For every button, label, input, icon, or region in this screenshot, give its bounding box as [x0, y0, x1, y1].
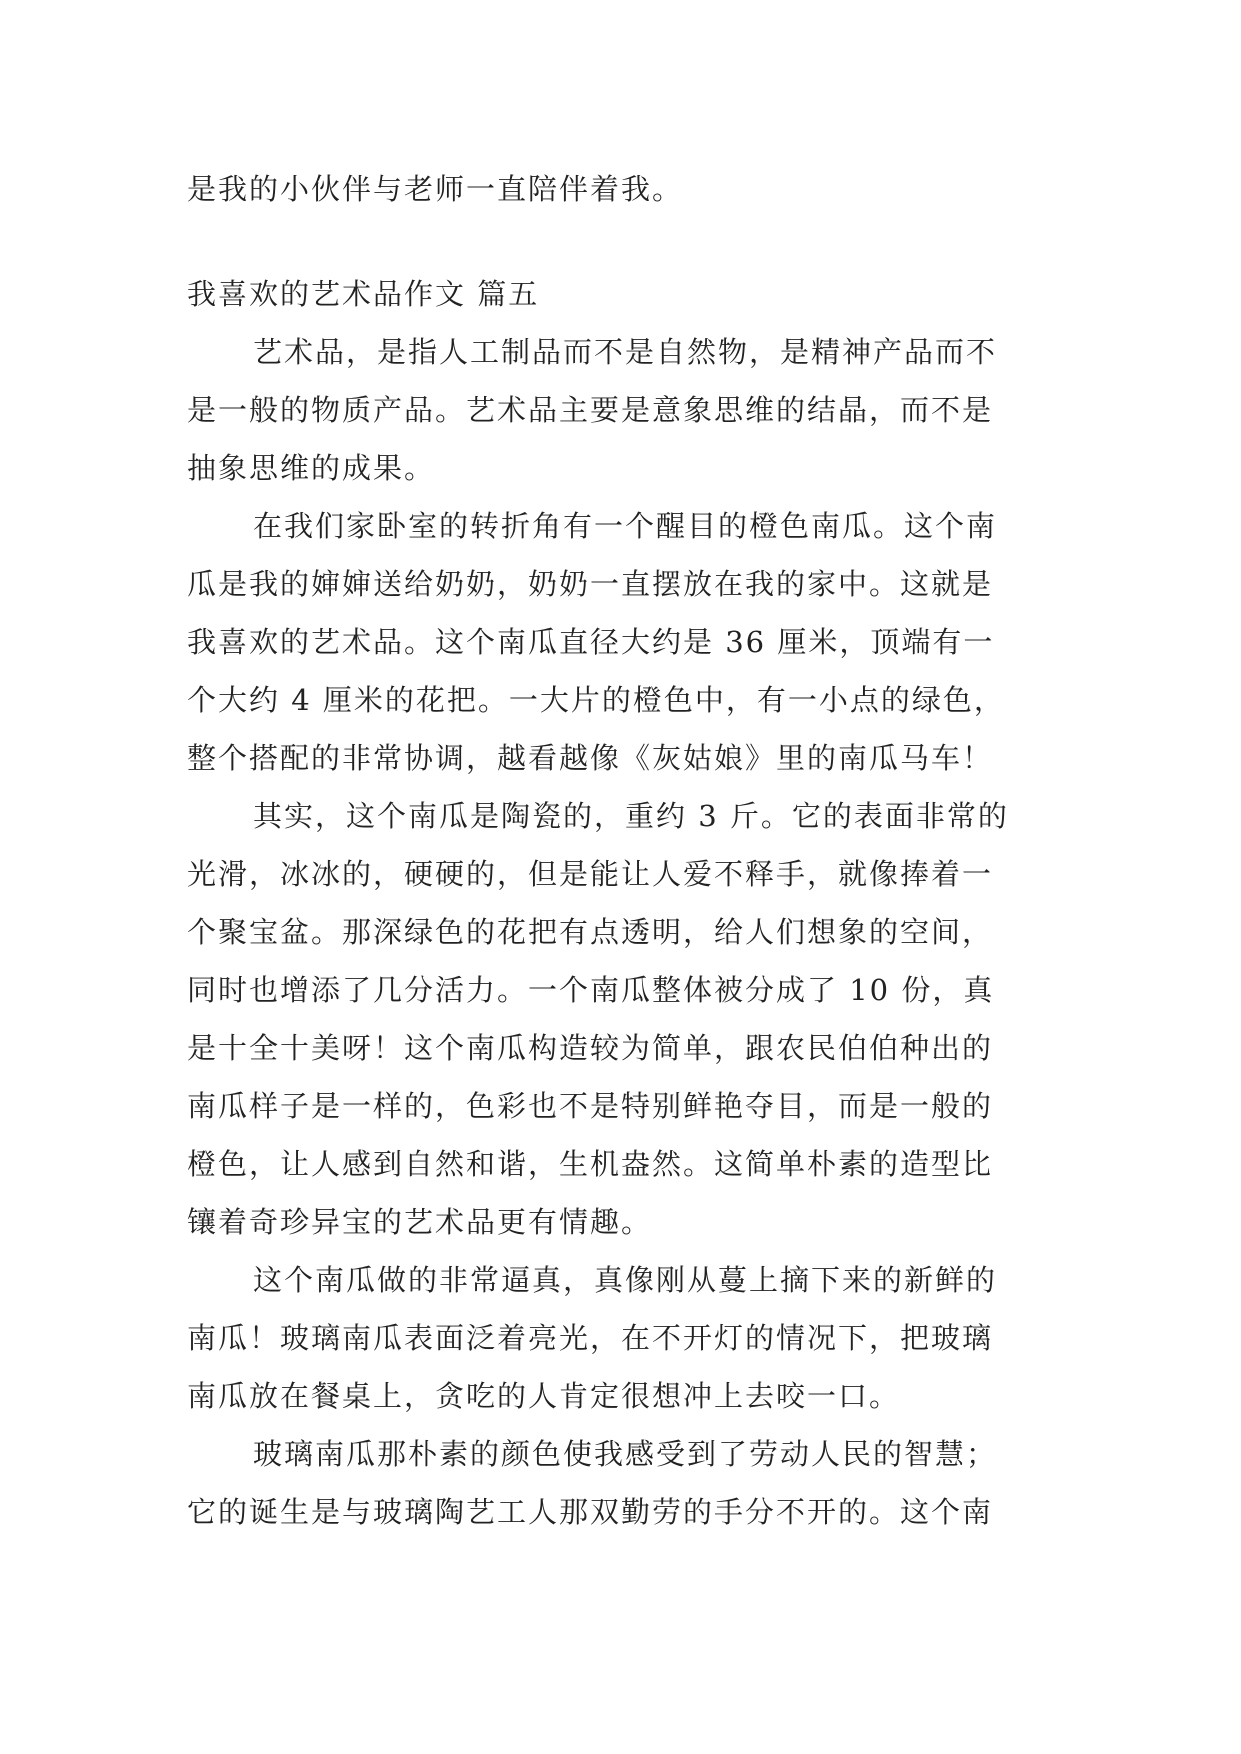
paragraph-line: 玻璃南瓜那朴素的颜色使我感受到了劳动人民的智慧； — [253, 1437, 998, 1471]
paragraph-1 — [187, 323, 1057, 497]
paragraph-3 — [187, 787, 1057, 1251]
paragraph-2 — [187, 497, 1057, 787]
document-body — [187, 160, 1057, 1541]
paragraph-line: 镶着奇珍异宝的艺术品更有情趣。 — [187, 1205, 653, 1239]
paragraph-line: 抽象思维的成果。 — [187, 451, 436, 485]
paragraph-line: 个大约 4 厘米的花把。一大片的橙色中，有一小点的绿色， — [187, 683, 1005, 717]
paragraph-line: 南瓜放在餐桌上，贪吃的人肯定很想冲上去咬一口。 — [187, 1379, 901, 1413]
paragraph-line: 南瓜！玻璃南瓜表面泛着亮光，在不开灯的情况下，把玻璃 — [187, 1321, 994, 1355]
paragraph-line: 南瓜样子是一样的，色彩也不是特别鲜艳夺目，而是一般的 — [187, 1089, 994, 1123]
paragraph-line: 我喜欢的艺术品。这个南瓜直径大约是 36 厘米，顶端有一 — [187, 625, 995, 659]
section-title: 我喜欢的艺术品作文 篇五 — [187, 277, 540, 311]
paragraph-line: 瓜是我的婶婶送给奶奶，奶奶一直摆放在我的家中。这就是 — [187, 567, 994, 601]
paragraph-line: 其实，这个南瓜是陶瓷的，重约 3 斤。它的表面非常的 — [253, 799, 1009, 833]
lead-line: 是我的小伙伴与老师一直陪伴着我。 — [187, 172, 684, 206]
paragraph-line: 光滑，冰冰的，硬硬的，但是能让人爱不释手，就像捧着一 — [187, 857, 994, 891]
paragraph-line: 这个南瓜做的非常逼真，真像刚从蔓上摘下来的新鲜的 — [253, 1263, 998, 1297]
paragraph-line: 个聚宝盆。那深绿色的花把有点透明，给人们想象的空间， — [187, 915, 994, 949]
paragraph-4 — [187, 1251, 1057, 1425]
paragraph-line: 是一般的物质产品。艺术品主要是意象思维的结晶，而不是 — [187, 393, 994, 427]
paragraph-line: 橙色，让人感到自然和谐，生机盎然。这简单朴素的造型比 — [187, 1147, 994, 1181]
paragraph-line: 艺术品，是指人工制品而不是自然物，是精神产品而不 — [253, 335, 998, 369]
paragraph-line: 它的诞生是与玻璃陶艺工人那双勤劳的手分不开的。这个南 — [187, 1495, 994, 1529]
paragraph-5 — [187, 1425, 1057, 1541]
paragraph-line: 是十全十美呀！这个南瓜构造较为简单，跟农民伯伯种出的 — [187, 1031, 994, 1065]
paragraph-line: 整个搭配的非常协调，越看越像《灰姑娘》里的南瓜马车！ — [187, 741, 994, 775]
paragraph-line: 在我们家卧室的转折角有一个醒目的橙色南瓜。这个南 — [253, 509, 998, 543]
paragraph-line: 同时也增添了几分活力。一个南瓜整体被分成了 10 份，真 — [187, 973, 995, 1007]
